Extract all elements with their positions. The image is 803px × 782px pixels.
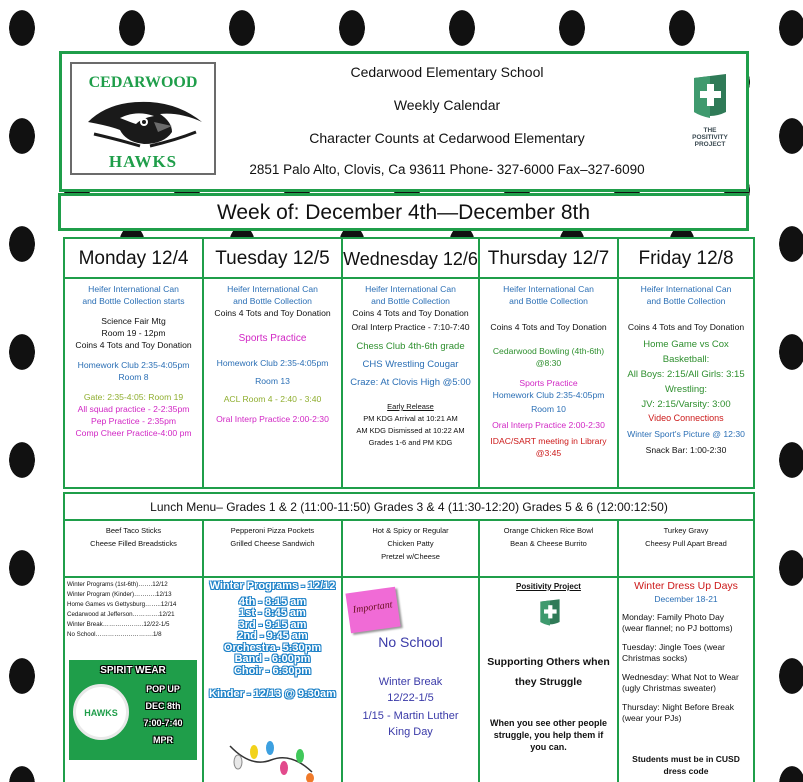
kinder-program: Kinder - 12/13 @ 9:30am	[209, 688, 336, 700]
event-text: Cedarwood Bowling (4th-6th)	[492, 346, 605, 356]
week-banner	[58, 193, 749, 231]
lunch-menu	[63, 492, 755, 578]
event-text: Gate: 2:35-4:05: Room 19	[83, 392, 184, 402]
event-text: Heifer International Can	[503, 284, 594, 294]
event-text: Comp Cheer Practice-4:00 pm	[75, 428, 192, 438]
event-text: Grades 1-6 and PM KDG	[368, 438, 453, 447]
lunch-item: Cheese Filled Breadsticks	[90, 539, 177, 548]
positivity-heading-line1: Supporting Others when	[487, 656, 610, 668]
day-column-wednesday	[343, 239, 480, 487]
day-header-wednesday: Wednesday 12/6	[343, 239, 478, 279]
event-text: @3:45	[535, 448, 562, 458]
winter-programs-title: Winter Programs - 12/12	[209, 580, 336, 592]
lunch-item: Chicken Patty	[387, 539, 434, 548]
positivity-the: THE	[703, 127, 717, 134]
lunch-monday	[65, 521, 204, 576]
dress-up-item: Wednesday: What Not to Wear	[622, 672, 739, 682]
day-column-thursday	[480, 239, 619, 487]
cedarwood-hawks-logo	[70, 62, 216, 175]
announcements	[63, 576, 755, 782]
event-text: Sports Practice	[519, 378, 578, 388]
lunch-item: Pretzel w/Cheese	[381, 552, 440, 561]
schedule-item: No School……………………….1/8	[67, 631, 162, 638]
event-text: Snack Bar: 1:00-2:30	[645, 445, 727, 455]
spirit-wear-title: SPIRIT WEAR	[100, 665, 166, 676]
lunch-item: Cheesy Pull Apart Bread	[645, 539, 727, 548]
schedule-item: Winter Program (Kinder)………..12/13	[67, 591, 172, 598]
week-label: Week of: December 4th—December 8th	[216, 201, 591, 224]
schedule-item: Winter Break………………..12/22-1/5	[67, 621, 170, 628]
lunch-item: Grilled Cheese Sandwich	[230, 539, 315, 548]
event-text: Video Connections	[648, 413, 724, 423]
event-text: Wrestling:	[664, 384, 708, 395]
dress-code-note-line2: dress code	[663, 766, 709, 776]
schedule-item: Cedarwood at Jefferson………….12/21	[67, 611, 175, 618]
logo-bottom-text: HAWKS	[108, 152, 178, 171]
lunch-item: Pepperoni Pizza Pockets	[230, 526, 315, 535]
winter-break-dates: 12/22-1/5	[387, 692, 434, 704]
event-text: PM KDG Arrival at 10:21 AM	[363, 414, 458, 423]
day-column-tuesday	[204, 239, 343, 487]
event-text: Heifer International Can	[365, 284, 456, 294]
event-text: and Bottle Collection	[509, 296, 588, 306]
event-text: Oral Interp Practice 2:00-2:30	[216, 414, 329, 424]
event-text: Chess Club 4th-6th grade	[356, 341, 465, 352]
lunch-item: Bean & Cheese Burrito	[510, 539, 587, 548]
dress-up-list	[622, 612, 739, 724]
event-text: ACL Room 4 - 2:40 - 3:40	[223, 394, 322, 404]
event-text: Home Game vs Cox	[643, 339, 729, 350]
day-header-friday: Friday 12/8	[619, 239, 753, 279]
positivity-project-panel	[480, 578, 619, 782]
spirit-wear-flyer	[69, 660, 197, 760]
event-text: Oral Interp Practice - 7:10-7:40	[351, 322, 470, 332]
spirit-line: DEC 8th	[145, 701, 181, 711]
positivity-project-word: PROJECT	[694, 141, 726, 148]
important-sticky-note	[345, 587, 400, 634]
important-notice	[343, 578, 480, 782]
program-time: Band - 6:00pm	[234, 653, 311, 665]
positivity-word: POSITIVITY	[692, 134, 728, 141]
christmas-lights-icon	[226, 738, 316, 782]
dress-up-item: Christmas socks)	[622, 653, 688, 663]
program-time: Choir - 6:30pm	[233, 664, 311, 677]
weekly-schedule	[63, 237, 755, 489]
event-text: Sports Practice	[238, 333, 307, 344]
dress-up-title: Winter Dress Up Days	[634, 580, 738, 592]
dress-up-item: (wear your PJs)	[622, 713, 682, 723]
event-text: Science Fair Mtg	[101, 316, 166, 326]
spirit-line: MPR	[153, 735, 173, 745]
program-time: 4th - 8:15 am	[238, 595, 307, 608]
event-text: Heifer International Can	[227, 284, 318, 294]
program-time: 2nd - 9:45 am	[237, 630, 308, 642]
event-text: All Boys: 2:15/All Girls: 3:15	[627, 369, 745, 380]
sticky-text: Important	[352, 599, 394, 616]
positivity-project-logo	[682, 72, 738, 148]
dress-up-item: Thursday: Night Before Break	[622, 702, 734, 712]
dress-up-item: Monday: Family Photo Day	[622, 612, 725, 622]
dress-up-item: (ugly Christmas sweater)	[622, 683, 716, 693]
mlk-day-line2: King Day	[388, 726, 433, 738]
program-time: Orchestra- 5:30pm	[223, 641, 322, 654]
dress-up-dates: December 18-21	[654, 594, 718, 604]
school-header	[59, 51, 749, 192]
program-time: 1st - 8:45 am	[239, 607, 306, 619]
event-text: Coins 4 Tots and Toy Donation	[490, 322, 607, 332]
event-text: Craze: At Clovis High @5:00	[350, 377, 471, 388]
event-text: Homework Club 2:35-4:05pm	[492, 390, 605, 400]
event-text: Oral Interp Practice 2:00-2:30	[492, 420, 605, 430]
day-header-thursday: Thursday 12/7	[480, 239, 617, 279]
event-text: Basketball:	[662, 354, 710, 365]
hawks-badge-icon	[73, 684, 129, 740]
event-text: and Bottle Collection	[371, 296, 450, 306]
event-text: and Bottle Collection	[233, 296, 312, 306]
lunch-menu-header: Lunch Menu– Grades 1 & 2 (11:00-11:50) Grades 3 & 4 (11:30-12:20) Grades 5 & 6 (12:00:12:50)	[65, 494, 753, 521]
lunch-wednesday	[343, 521, 480, 576]
event-text: and Bottle Collection starts	[82, 296, 185, 306]
event-text: Coins 4 Tots and Toy Donation	[352, 308, 469, 318]
dress-code-note-line1: Students must be in CUSD	[632, 754, 740, 764]
event-text: Pep Practice - 2:35pm	[90, 416, 177, 426]
winter-break-label: Winter Break	[378, 676, 443, 688]
spirit-line: 7:00-7:40	[143, 718, 183, 728]
event-text: Room 19 - 12pm	[101, 328, 166, 338]
lunch-item: Beef Taco Sticks	[105, 526, 162, 535]
event-text: Room 10	[531, 404, 566, 414]
no-school-label: No School	[378, 634, 443, 650]
day-column-friday	[619, 239, 753, 487]
positivity-body-line2: struggle, you help them if	[493, 730, 604, 740]
event-text: Heifer International Can	[88, 284, 179, 294]
day-header-tuesday: Tuesday 12/5	[204, 239, 341, 279]
event-text: Coins 4 Tots and Toy Donation	[214, 308, 331, 318]
positivity-heading-line2: they Struggle	[514, 676, 583, 688]
positivity-small-logo	[534, 598, 566, 633]
event-text: Homework Club 2:35-4:05pm	[77, 360, 190, 370]
upcoming-schedule	[65, 578, 204, 782]
event-text: Room 13	[255, 376, 290, 386]
event-text: Coins 4 Tots and Toy Donation	[75, 340, 192, 350]
event-text: JV: 2:15/Varsity: 3:00	[641, 399, 731, 410]
positivity-body-line3: you can.	[530, 742, 567, 752]
calendar-type: Weekly Calendar	[393, 97, 501, 113]
event-text: @8:30	[535, 358, 562, 368]
positivity-plus-icon	[690, 72, 730, 122]
winter-programs	[204, 578, 343, 782]
character-counts-line: Character Counts at Cedarwood Elementary	[309, 130, 585, 146]
dress-up-item: (wear flannel; no PJ bottoms)	[622, 623, 733, 633]
hawk-icon	[80, 92, 208, 150]
positivity-title: Positivity Project	[516, 582, 581, 591]
school-name: Cedarwood Elementary School	[350, 64, 544, 80]
event-text: All squad practice - 2-2:35pm	[77, 404, 190, 414]
schedule-item: Winter Programs (1st-6th)…….12/12	[67, 581, 168, 588]
event-text: AM KDG Dismissed at 10:22 AM	[356, 426, 465, 435]
event-text: Winter Sport's Picture @ 12:30	[627, 429, 745, 439]
schedule-item: Home Games vs Gettysburg……..12/14	[67, 601, 177, 608]
dress-up-item: Tuesday: Jingle Toes (wear	[622, 642, 725, 652]
lunch-item: Hot & Spicy or Regular	[372, 526, 449, 535]
contact-line: 2851 Palo Alto, Clovis, Ca 93611 Phone- 327-6000 Fax–327-6090	[249, 162, 645, 177]
lunch-item: Turkey Gravy	[663, 526, 709, 535]
event-text: Homework Club 2:35-4:05pm	[216, 358, 329, 368]
spirit-line: POP UP	[146, 684, 180, 694]
event-text: Heifer International Can	[640, 284, 732, 294]
program-time: 3rd - 9:15 am	[238, 618, 307, 631]
day-column-monday	[65, 239, 204, 487]
event-text: Early Release	[387, 402, 434, 411]
positivity-body-line1: When you see other people	[489, 718, 608, 728]
lunch-friday	[619, 521, 753, 576]
event-text: CHS Wrestling Cougar	[362, 359, 459, 370]
event-text: IDAC/SART meeting in Library	[490, 436, 607, 446]
event-text: Coins 4 Tots and Toy Donation	[627, 322, 745, 332]
mlk-day-line1: 1/15 - Martin Luther	[362, 710, 459, 722]
lunch-item: Orange Chicken Rice Bowl	[503, 526, 594, 535]
event-text: Room 8	[118, 372, 149, 382]
day-header-monday: Monday 12/4	[65, 239, 202, 279]
winter-dress-up-days	[619, 578, 753, 782]
badge-text: HAWKS	[84, 708, 118, 718]
logo-top-text: CEDARWOOD	[88, 74, 198, 91]
lunch-thursday	[480, 521, 619, 576]
positivity-plus-icon	[537, 598, 563, 628]
lunch-tuesday	[204, 521, 343, 576]
event-text: and Bottle Collection	[646, 296, 726, 306]
